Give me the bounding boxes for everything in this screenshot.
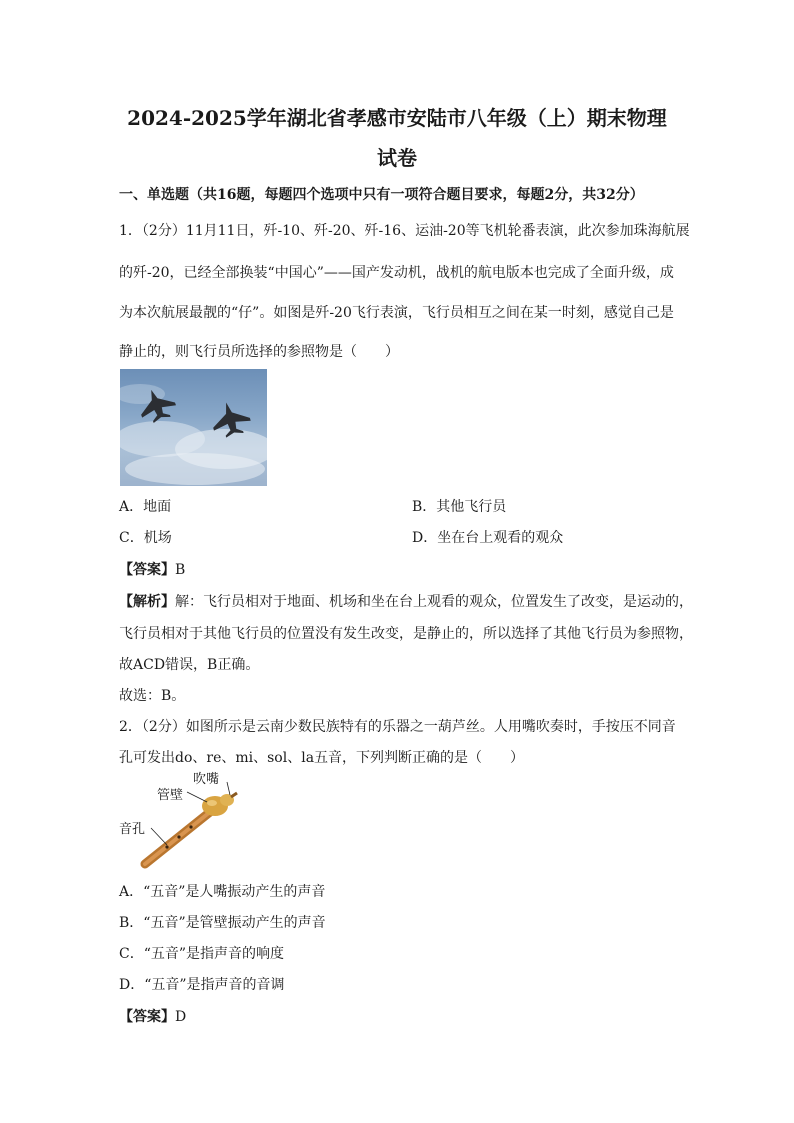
q1-answer-value: B [175,562,186,578]
q1-analysis-line-1 [119,595,693,609]
hulusi-figure [115,772,245,872]
q2-answer-label: 【答案】 [119,1009,175,1025]
q2-answer-value: D [175,1009,187,1025]
q1-stem-line-3: 为本次航展最靓的“仔”。如图是歼-20飞行表演，飞行员相互之间在某一时刻，感觉自己是 [119,305,674,321]
q2-option-d: D．“五音”是指声音的音调 [119,977,285,993]
label-pipe-wall: 管壁 [157,788,184,803]
q1-answer-label: 【答案】 [119,562,175,578]
jet-formation-photo [120,369,267,486]
q2-option-b: B．“五音”是管壁振动产生的声音 [119,915,326,931]
q1-analysis-text-1: 解：飞行员相对于地面、机场和坐在台上观看的观众，位置发生了改变，是运动的， [175,594,693,610]
q2-option-c: C．“五音”是指声音的响度 [119,946,285,962]
q1-stem-line-4: 静止的，则飞行员所选择的参照物是（ ） [119,344,399,360]
label-mouthpiece: 吹嘴 [193,772,220,787]
q1-option-c: C．机场 [119,530,172,546]
q1-analysis-line-3: 故ACD错误，B正确。 [119,657,260,673]
q1-stem-line-1: 1．（2分）11月11日，歼-10、歼-20、歼-16、运油-20等飞机轮番表演，此次参加珠海航展 [119,223,690,239]
q1-analysis-line-2: 飞行员相对于其他飞行员的位置没有发生改变，是静止的，所以选择了其他飞行员为参照物， [119,626,693,642]
q2-stem-line-1: 2．（2分）如图所示是云南少数民族特有的乐器之一葫芦丝。人用嘴吹奏时，手按压不同音 [119,719,676,735]
q1-analysis-label: 【解析】 [119,594,175,610]
q2-answer [119,1010,186,1024]
q2-stem-line-2: 孔可发出do、re、mi、sol、la五音，下列判断正确的是（ ） [119,750,525,766]
q1-stem-line-2: 的歼-20，已经全部换装“中国心”——国产发动机，战机的航电版本也完成了全面升级，成 [119,265,674,281]
exam-title-line1: 2024-2025学年湖北省孝感市安陆市八年级（上）期末物理 [127,106,667,130]
section-heading: 一、单选题（共16题，每题四个选项中只有一项符合题目要求，每题2分，共32分） [119,187,644,203]
q1-option-d: D．坐在台上观看的观众 [412,530,564,546]
q2-option-a: A．“五音”是人嘴振动产生的声音 [119,884,326,900]
q1-analysis-line-4: 故选：B。 [119,688,186,704]
exam-title-line2: 试卷 [377,146,417,170]
q1-answer [119,563,185,577]
q1-option-a: A．地面 [119,499,172,515]
q1-option-b: B．其他飞行员 [412,499,507,515]
label-sound-hole: 音孔 [119,822,146,837]
